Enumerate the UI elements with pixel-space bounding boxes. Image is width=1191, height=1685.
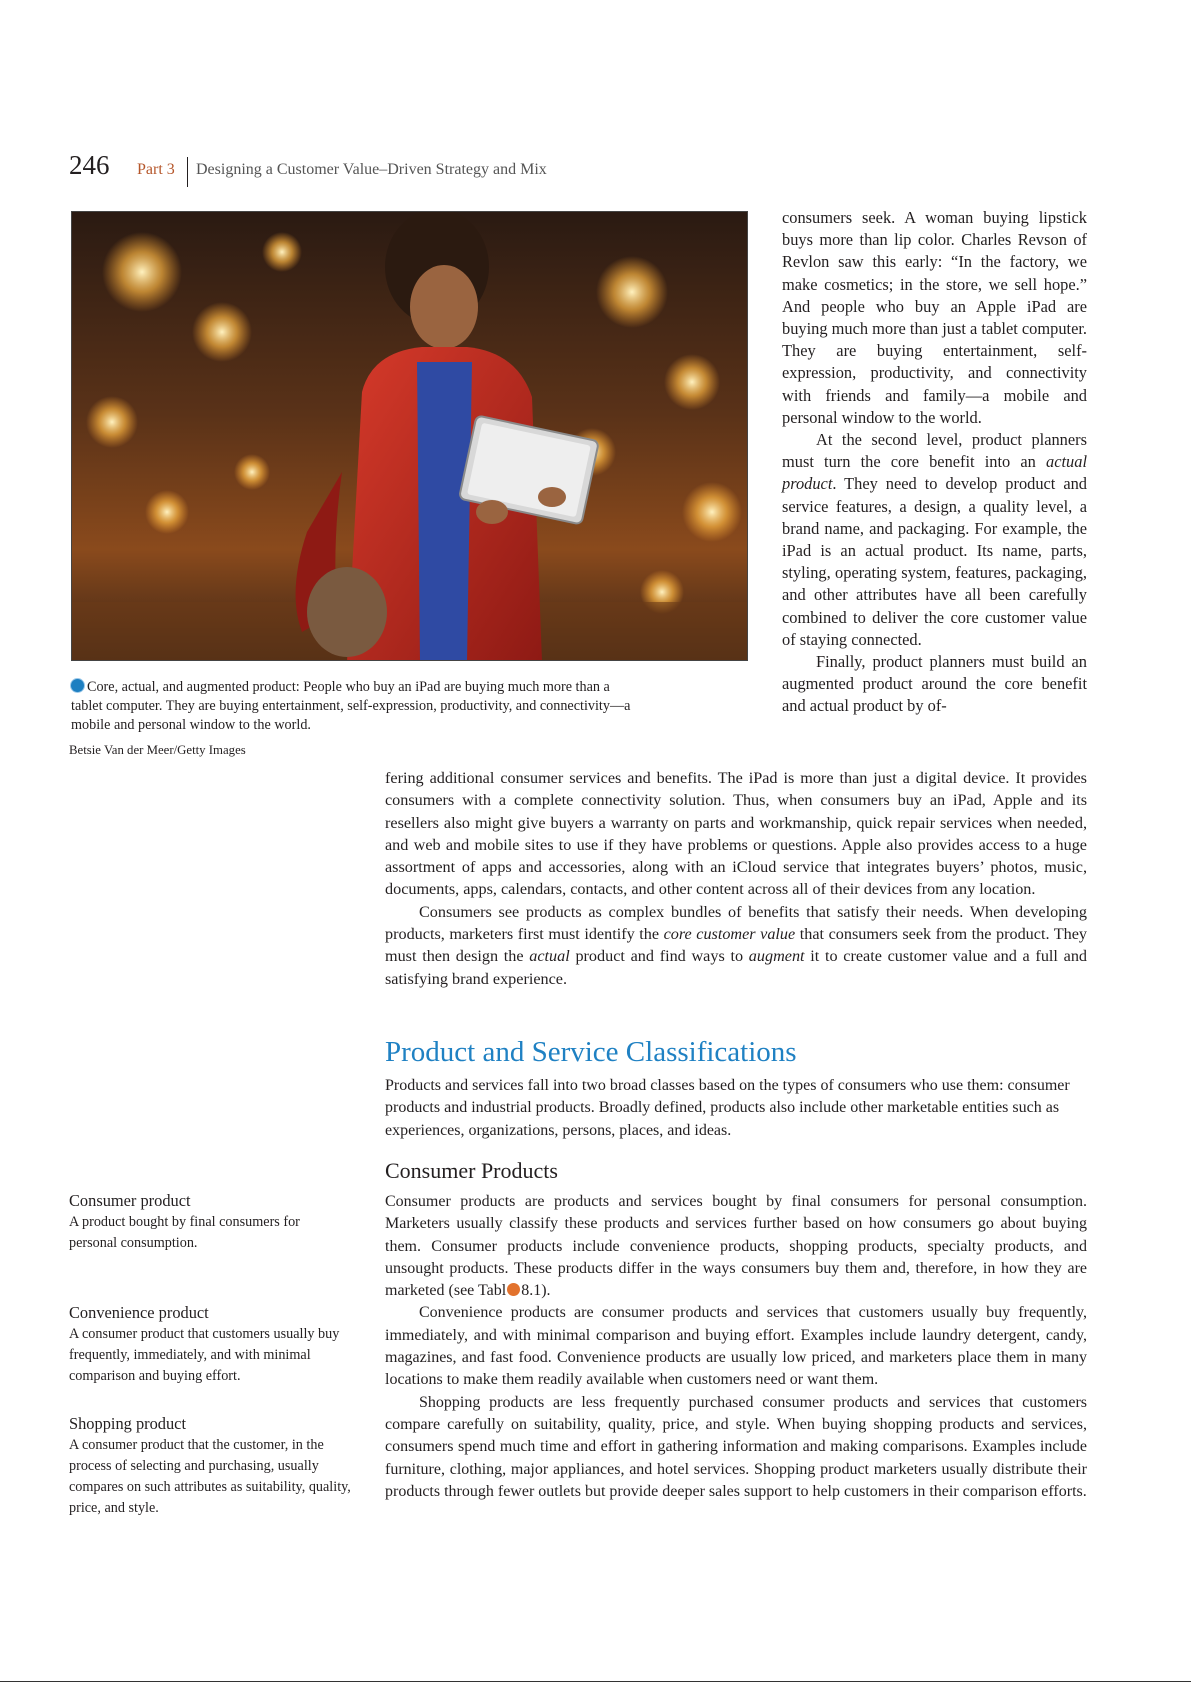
section-intro: Products and services fall into two broad classes based on the types of consumers who use them: consumer products and industrial products. Broadly defined, products also include other marketable entities such as experiences, organizations, persons, places, and ideas. bbox=[385, 1077, 1070, 1139]
glossary-definition: A consumer product that the customer, in the process of selecting and purchasing, usually compares on such attributes as suitability, quality, price, and style. bbox=[69, 1437, 351, 1516]
paragraph: At the second level, product planners must turn the core benefit into an actual product. They need to develop product and service features, a design, a quality level, a brand name, and packaging. For example, the iPad is an actual product. Its name, parts, styling, operating system, features, packaging, and other attributes have all been carefully combined to deliver the core customer value of staying connected. bbox=[782, 430, 1087, 649]
header-divider bbox=[187, 157, 188, 187]
table-link-marker-icon[interactable] bbox=[507, 1283, 520, 1296]
section-heading: Product and Service Classifications bbox=[385, 1036, 797, 1068]
photo-credit: Betsie Van der Meer/Getty Images bbox=[69, 743, 246, 757]
part-label: Part 3 bbox=[137, 161, 175, 178]
caption-text: Core, actual, and augmented product: People who buy an iPad are buying much more than a tablet computer. They are buying entertainment, self-expression, productivity, and connectivity—a mobile and personal window to the world. bbox=[71, 679, 631, 734]
glossary-definition: A product bought by final consumers for personal consumption. bbox=[69, 1214, 300, 1251]
glossary-term: Shopping product bbox=[69, 1414, 187, 1433]
glossary-term: Convenience product bbox=[69, 1303, 209, 1322]
paragraph: Shopping products are less frequently purchased consumer products and services that customers compare carefully on suitability, quality, price, and style. When buying shopping products and services, consumers spend much time and effort in gathering information and making comparisons. Examples include furniture, clothing, major appliances, and hotel services. Shopping product marketers usually distribute their products through fewer outlets but provide deeper sales support to help customers in their comparison efforts. bbox=[385, 1393, 1087, 1500]
photo-caption bbox=[71, 678, 641, 736]
paragraph: Finally, product planners must build an augmented product around the core benefit and actual product by of- bbox=[782, 652, 1087, 716]
media-marker-icon[interactable] bbox=[71, 679, 84, 692]
page-number: 246 bbox=[69, 150, 110, 180]
paragraph: Consumer products are products and services bought by final consumers for personal consumption. Marketers usually classify these products and services further based on how consumers go about buying them. Consumer products include convenience products, shopping products, specialty products, and unsought products. These products differ in the ways consumers buy them and, therefore, in how they are marketed (see Tabl 8.1). bbox=[385, 1193, 1087, 1300]
paragraph: Consumers see products as complex bundles of benefits that satisfy their needs. When developing products, marketers first must identify the core customer value that consumers seek from the product. They must then design the actual product and find ways to augment it to create customer value and a full and satisfying brand experience. bbox=[385, 902, 1088, 988]
consumer-products-text bbox=[385, 1191, 1087, 1503]
running-header-title: Designing a Customer Value–Driven Strategy and Mix bbox=[196, 161, 547, 178]
paragraph: consumers seek. A woman buying lipstick buys more than lip color. Charles Revson of Revlon saw this early: “In the factory, we make cosmetics; in the store, we sell hope.” And people who buy an Apple iPad are buying much more than just a tablet computer. They are buying entertainment, self-expression, productivity, and connectivity with friends and family—a mobile and personal window to the world. bbox=[782, 208, 1087, 427]
right-column-text bbox=[782, 207, 1087, 718]
main-body-text bbox=[385, 767, 1087, 990]
subsection-heading: Consumer Products bbox=[385, 1158, 558, 1183]
paragraph: Convenience products are consumer products and services that customers usually buy frequently, immediately, and with minimal comparison and buying effort. Examples include laundry detergent, candy, magazines, and fast food. Convenience products are usually low priced, and marketers place them in many locations to make them readily available when customers need or want them. bbox=[385, 1304, 1087, 1389]
chapter-photo bbox=[71, 211, 748, 661]
paragraph: fering additional consumer services and benefits. The iPad is more than just a digital device. It provides consumers with a complete connectivity solution. Thus, when consumers buy an iPad, Apple and its resellers also might give buyers a warranty on parts and workmanship, quick repair services when needed, and web and mobile sites to use if they have problems or questions. Apple also provides access to a huge assortment of apps and accessories, along with an iCloud service that integrates buyers’ photos, music, documents, apps, calendars, contacts, and other content across all of their devices from any location. bbox=[385, 769, 1087, 899]
glossary-term: Consumer product bbox=[69, 1191, 191, 1210]
page-bottom-rule bbox=[0, 1681, 1191, 1682]
glossary-definition: A consumer product that customers usually buy frequently, immediately, and with minimal comparison and buying effort. bbox=[69, 1326, 340, 1384]
